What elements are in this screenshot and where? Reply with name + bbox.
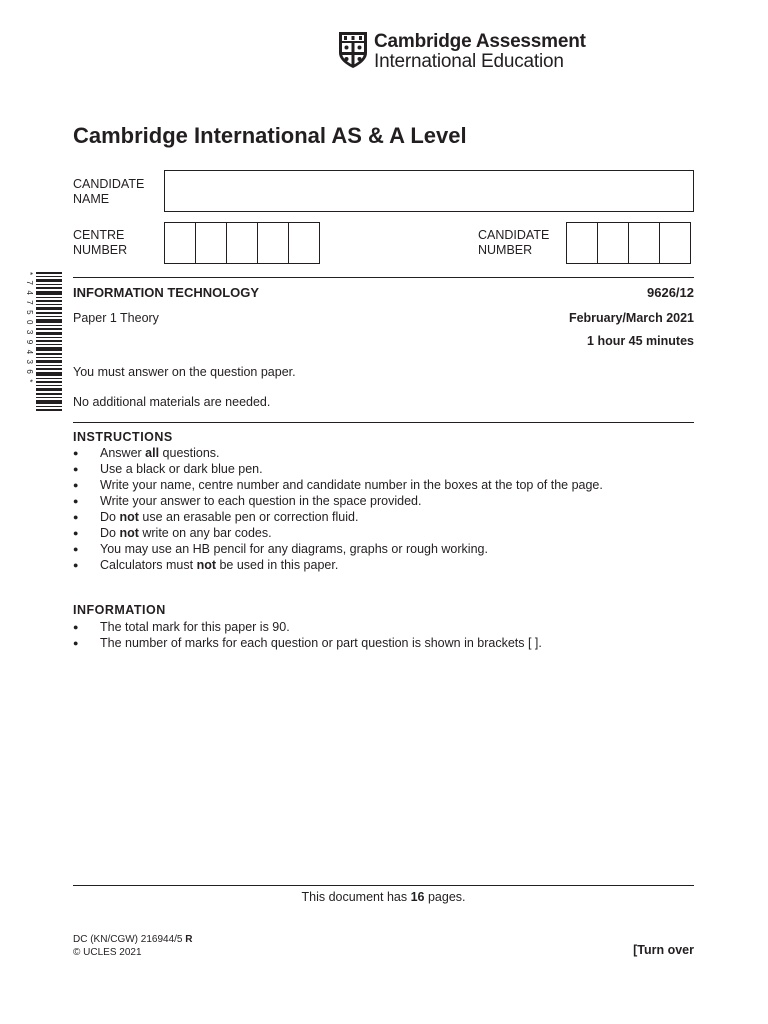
centre-number-boxes xyxy=(164,222,320,264)
list-item: ● Calculators must not be used in this paper. xyxy=(73,557,603,573)
list-item: ● Use a black or dark blue pen. xyxy=(73,461,603,477)
candidate-name-label-line1: CANDIDATE xyxy=(73,177,145,191)
candidate-number-label xyxy=(478,228,549,258)
list-item: ● Do not use an erasable pen or correction fluid. xyxy=(73,509,603,525)
candidate-number-label-line2: NUMBER xyxy=(478,243,533,257)
session: February/March 2021 xyxy=(568,311,694,325)
candidate-number-label-line1: CANDIDATE xyxy=(478,228,550,242)
instructions-heading: INSTRUCTIONS xyxy=(73,430,173,444)
information-heading: INFORMATION xyxy=(73,603,166,617)
instructions-list xyxy=(73,445,603,573)
logo-line-2: International Education xyxy=(374,51,564,72)
barcode xyxy=(25,272,62,412)
centre-number-label-line1: CENTRE xyxy=(73,228,125,242)
duration: 1 hour 45 minutes xyxy=(587,334,694,348)
paper-code: 9626/12 xyxy=(647,285,694,300)
candidate-name-box[interactable] xyxy=(164,170,694,212)
list-item: ● You may use an HB pencil for any diagrams, graphs or rough working. xyxy=(73,541,603,557)
doc-code: DC (KN/CGW) 216944/5 R xyxy=(73,934,193,945)
list-item: ● Do not write on any bar codes. xyxy=(73,525,603,541)
list-item: ● The number of marks for each question or part question is shown in brackets [ ]. xyxy=(73,635,542,651)
materials-note: No additional materials are needed. xyxy=(73,395,271,409)
divider-middle xyxy=(73,422,694,423)
page-count: This document has 16 pages. xyxy=(301,890,466,904)
candidate-name-label xyxy=(73,177,144,207)
doc-code-block xyxy=(73,933,193,959)
logo-line-1: Cambridge Assessment xyxy=(374,31,586,52)
divider-bottom xyxy=(73,885,694,886)
candidate-number-boxes xyxy=(566,222,691,264)
centre-number-cell[interactable] xyxy=(288,222,320,264)
divider-top xyxy=(73,277,694,278)
candidate-number-cell[interactable] xyxy=(628,222,660,264)
subject-title: INFORMATION TECHNOLOGY xyxy=(73,285,260,300)
copyright: © UCLES 2021 xyxy=(73,947,142,958)
cambridge-shield-icon xyxy=(338,31,368,69)
centre-number-cell[interactable] xyxy=(257,222,289,264)
candidate-number-cell[interactable] xyxy=(566,222,598,264)
qualification-title: Cambridge International AS & A Level xyxy=(73,123,467,148)
information-list xyxy=(73,619,542,651)
list-item: ● Write your answer to each question in the space provided. xyxy=(73,493,603,509)
candidate-number-cell[interactable] xyxy=(659,222,691,264)
centre-number-cell[interactable] xyxy=(226,222,258,264)
turn-over: [Turn over xyxy=(633,943,694,957)
centre-number-cell[interactable] xyxy=(164,222,196,264)
candidate-number-cell[interactable] xyxy=(597,222,629,264)
cambridge-logo xyxy=(338,31,586,72)
centre-number-label xyxy=(73,228,127,258)
barcode-digits-text: * 7 4 7 5 0 3 9 4 3 6 * xyxy=(25,272,34,384)
list-item: ● Answer all questions. xyxy=(73,445,603,461)
candidate-name-label-line2: NAME xyxy=(73,192,110,206)
centre-number-cell[interactable] xyxy=(195,222,227,264)
list-item: ● The total mark for this paper is 90. xyxy=(73,619,542,635)
centre-number-label-line2: NUMBER xyxy=(73,243,128,257)
list-item: ● Write your name, centre number and candidate number in the boxes at the top of the page. xyxy=(73,477,603,493)
answer-note: You must answer on the question paper. xyxy=(73,365,296,379)
paper-name: Paper 1 Theory xyxy=(73,311,159,325)
barcode-digits xyxy=(26,272,36,412)
